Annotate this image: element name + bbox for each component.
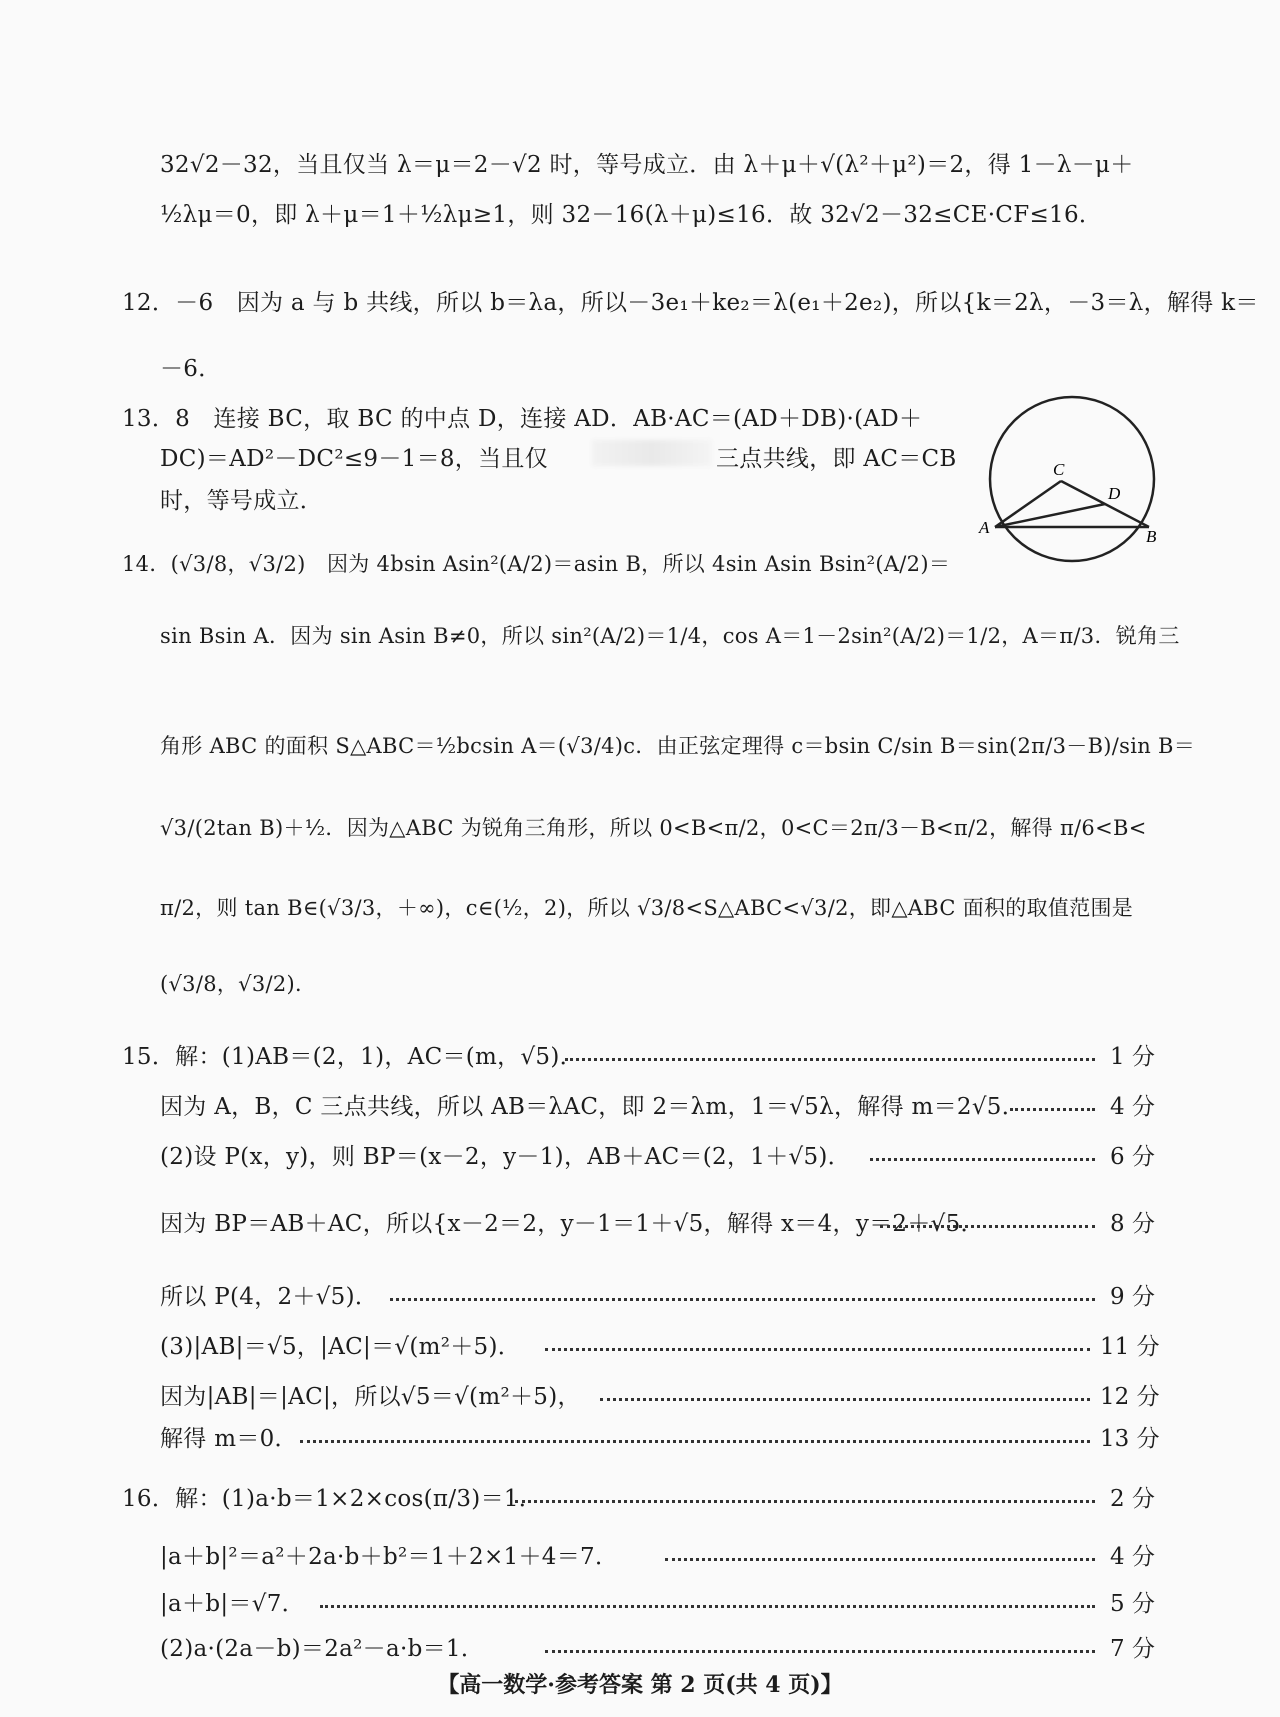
problem-15-line: 15．解：(1)AB＝(2，1)，AC＝(m，√5)．: [122, 1044, 583, 1070]
leader-dots: [1010, 1108, 1095, 1111]
score-mark: 2 分: [1110, 1486, 1155, 1512]
text-line: 解得 m＝0．: [160, 1426, 298, 1452]
text-line: DC)＝AD²－DC²≤9－1＝8，当且仅: [160, 446, 549, 472]
leader-dots: [665, 1558, 1095, 1561]
text-line: π/2，则 tan B∈(√3/3，＋∞)，c∈(½，2)，所以 √3/8<S△ABC<√3/2，即△ABC 面积的取值范围是: [160, 896, 1134, 920]
leader-dots: [320, 1605, 1095, 1608]
text-line: 因为 A，B，C 三点共线，所以 AB＝λAC，即 2＝λm，1＝√5λ，解得 m＝2√5．: [160, 1094, 1026, 1120]
leader-dots: [390, 1298, 1095, 1301]
text-line: (2)a·(2a－b)＝2a²－a·b＝1．: [160, 1636, 485, 1662]
problem-16-line: 16．解：(1)a·b＝1×2×cos(π/3)＝1．: [122, 1486, 543, 1512]
text-line: (2)设 P(x，y)，则 BP＝(x－2，y－1)，AB＋AC＝(2，1＋√5)．: [160, 1144, 851, 1170]
text-line: ½λμ＝0，即 λ＋μ＝1＋½λμ≥1，则 32－16(λ＋μ)≤16．故 32√2－32≤CE·CF≤16．: [160, 202, 1103, 228]
circle: [990, 397, 1154, 561]
text-line: |a＋b|＝√7．: [160, 1591, 305, 1617]
obscured-region: [592, 440, 712, 466]
problem-14-line: 14．(√3/8，√3/2) 因为 4bsin Asin²(A/2)＝asin B，所以 4sin Asin Bsin²(A/2)＝: [122, 552, 951, 576]
text-line: 角形 ABC 的面积 S△ABC＝½bcsin A＝(√3/4)c．由正弦定理得 c＝bsin C/sin B＝sin(2π/3－B)/sin B＝: [160, 734, 1196, 758]
leader-dots: [515, 1500, 1095, 1503]
circle-triangle-diagram: [979, 393, 1160, 565]
leader-dots: [870, 1158, 1095, 1161]
score-mark: 4 分: [1110, 1544, 1155, 1570]
text-line: 所以 P(4，2＋√5)．: [160, 1284, 379, 1310]
problem-13-line: 13．8 连接 BC，取 BC 的中点 D，连接 AD．AB·AC＝(AD＋DB)·(AD＋: [122, 406, 923, 432]
text-line: √3/(2tan B)＋½．因为△ABC 为锐角三角形，所以 0<B<π/2，0<C＝2π/3－B<π/2，解得 π/6<B<: [160, 816, 1147, 840]
text-line: |a＋b|²＝a²＋2a·b＋b²＝1＋2×1＋4＝7．: [160, 1544, 619, 1570]
leader-dots: [545, 1650, 1095, 1653]
page-footer: 【高一数学·参考答案 第 2 页(共 4 页)】: [437, 1672, 843, 1698]
score-mark: 8 分: [1110, 1211, 1155, 1237]
text-line: (√3/8，√3/2)．: [160, 972, 317, 996]
leader-dots: [600, 1398, 1090, 1401]
problem-12-line: 12．－6 因为 a 与 b 共线，所以 b＝λa，所以－3e₁＋ke₂＝λ(e₁＋2e₂)，所以{k＝2λ，－3＝λ，解得 k＝: [122, 290, 1259, 316]
leader-dots: [300, 1440, 1090, 1443]
text-line: (3)|AB|＝√5，|AC|＝√(m²＋5)．: [160, 1334, 522, 1360]
text-line: sin Bsin A．因为 sin Asin B≠0，所以 sin²(A/2)＝1/4，cos A＝1－2sin²(A/2)＝1/2，A＝π/3．锐角三: [160, 624, 1180, 648]
text-line: 32√2－32，当且仅当 λ＝μ＝2－√2 时，等号成立．由 λ＋μ＋√(λ²＋μ²)＝2，得 1－λ－μ＋: [160, 152, 1134, 178]
score-mark: 6 分: [1110, 1144, 1155, 1170]
score-mark: 1 分: [1110, 1044, 1155, 1070]
score-mark: 11 分: [1100, 1334, 1160, 1360]
score-mark: 13 分: [1100, 1426, 1160, 1452]
label-c: C: [1053, 460, 1065, 479]
text-line: 因为|AB|＝|AC|，所以√5＝√(m²＋5)，: [160, 1384, 581, 1410]
score-mark: 7 分: [1110, 1636, 1155, 1662]
leader-dots: [565, 1058, 1095, 1061]
text-line: 时，等号成立．: [160, 488, 324, 514]
label-b: B: [1146, 527, 1157, 546]
leader-dots: [880, 1225, 1095, 1228]
score-mark: 9 分: [1110, 1284, 1155, 1310]
score-mark: 5 分: [1110, 1591, 1155, 1617]
label-a: A: [979, 518, 990, 537]
score-mark: 4 分: [1110, 1094, 1155, 1120]
label-d: D: [1108, 484, 1121, 503]
text-line: －6．: [160, 356, 222, 382]
text-line: 因为 BP＝AB＋AC，所以{x－2＝2，y－1＝1＋√5，解得 x＝4，y＝2＋√5．: [160, 1211, 984, 1237]
leader-dots: [545, 1348, 1090, 1351]
score-mark: 12 分: [1100, 1384, 1160, 1410]
text-line: 三点共线，即 AC＝CB: [716, 446, 957, 472]
